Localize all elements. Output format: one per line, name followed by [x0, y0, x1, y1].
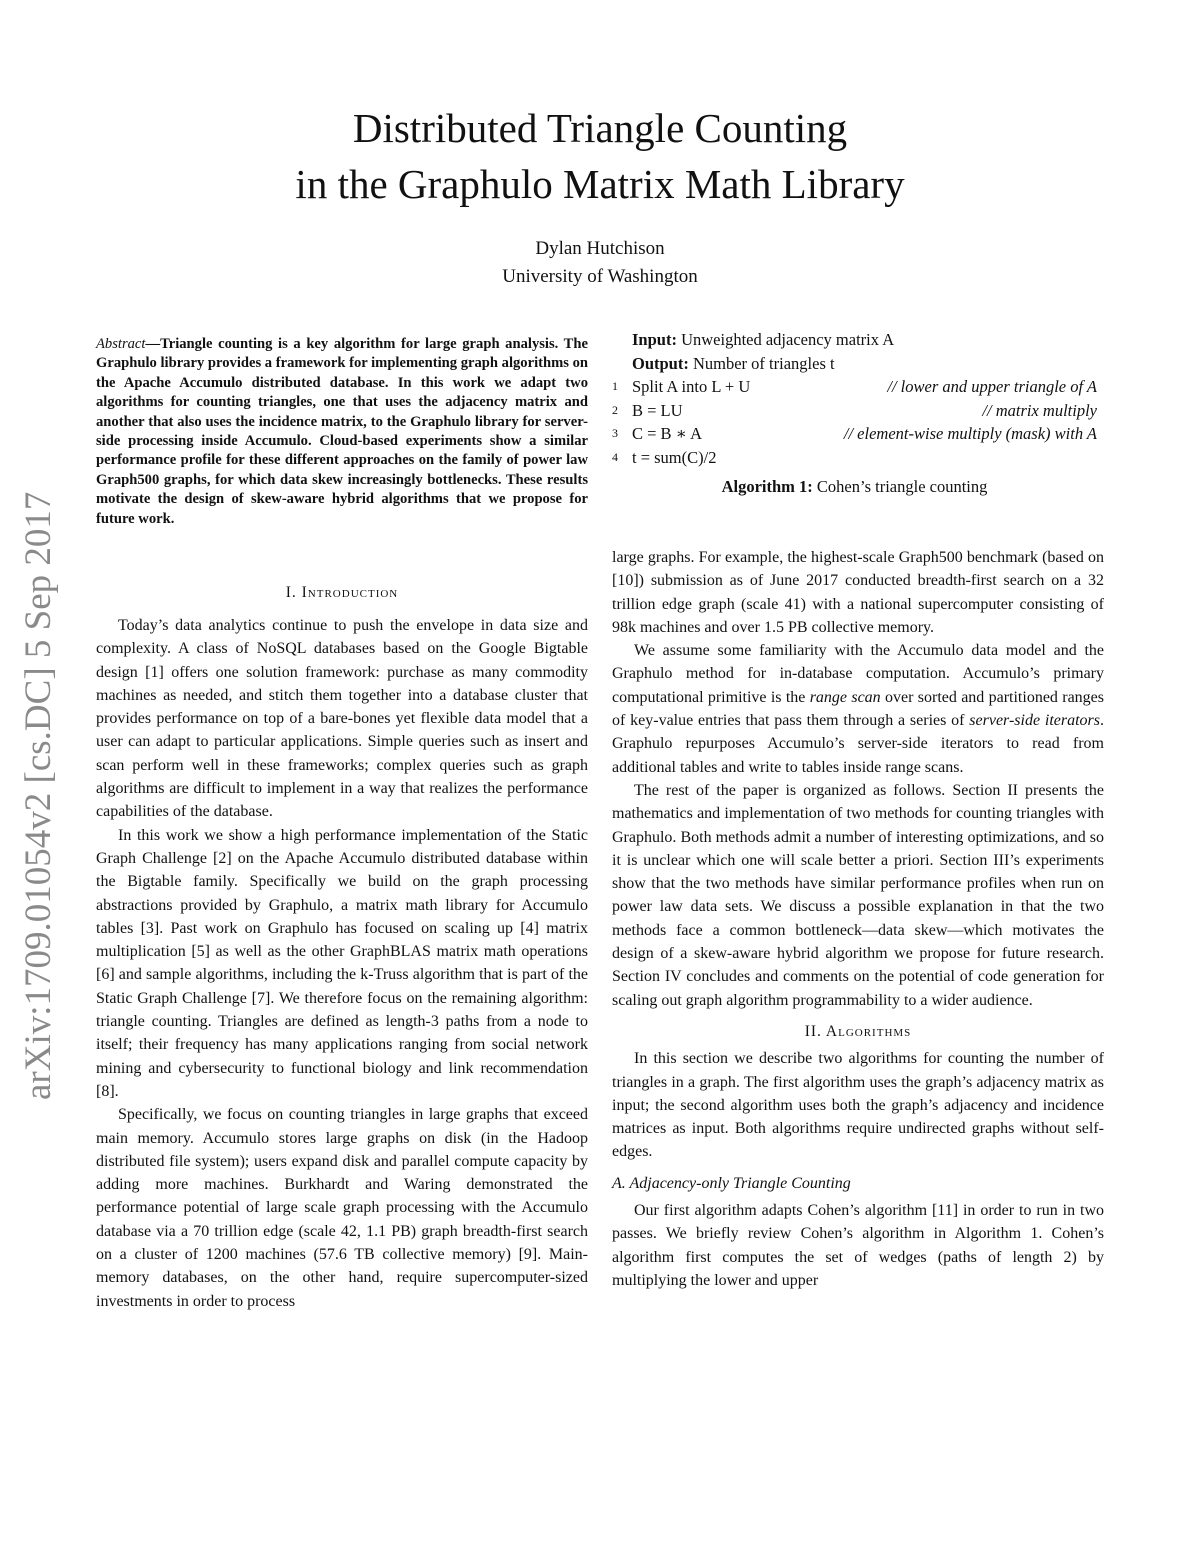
arxiv-identifier: arXiv:1709.01054v2 [cs.DC] 5 Sep 2017: [18, 491, 59, 1100]
algorithm-line: [612, 399, 1097, 423]
intro-paragraph-3: Specifically, we focus on counting triangles in large graphs that exceed main memory. Accumulo stores large graphs on disk (in the Hadoop distributed file system); users expand disk and parallel compute capacity by adding more machines. Burkhardt and Waring demonstrated the performance potential of large scale graph processing with the Accumulo database via a 70 trillion edge (scale 42, 1.1 PB) graph breadth-first search on a cluster of 1200 machines (57.6 TB collective memory) [9]. Main-memory databases, on the other hand, require supercomputer-sized investments in order to process: [96, 1106, 588, 1310]
emphasis-range-scan: range scan: [809, 688, 881, 706]
algorithm-line-code: B = LU: [632, 400, 683, 420]
right-paragraph-2: [612, 639, 1104, 779]
algorithm-line-comment: // lower and upper triangle of A: [887, 377, 1097, 396]
algorithm-line-number: 2: [612, 402, 618, 417]
author-name: Dylan Hutchison: [535, 238, 665, 259]
right-paragraph-2-part-a: We assume some familiarity with the Accumulo data model and the Graphulo method for in-database computation. Accumulo’s primary computational primitive is the: [612, 642, 1104, 706]
paper-title-line-1: Distributed Triangle Counting: [352, 105, 848, 151]
algorithm-line-code: t = sum(C)/2: [632, 447, 717, 467]
algorithm-caption: [612, 475, 1097, 499]
author-affiliation: University of Washington: [502, 266, 698, 287]
algorithm-line: [612, 375, 1097, 399]
right-paragraph-3: The rest of the paper is organized as follows. Section II presents the mathematics and implementation of two methods for counting triangles with Graphulo. Both methods admit a number of interesting optimizations, and so it is unclear which one will scale better a priori. Section III’s experiments show that the two methods have similar performance profiles when run on power law data sets. We discuss a possible explanation in that the two methods face a common bottleneck—data skew—which motivates the design of a skew-aware hybrid algorithm we propose for future research. Section IV concludes and comments on the potential of code generation for scaling out graph algorithm programmability to a wider audience.: [612, 781, 1104, 1009]
algorithm-input-label: Input:: [632, 330, 677, 349]
subsection-heading-a: A. Adjacency-only Triangle Counting: [612, 1174, 851, 1192]
algorithm-line-number: 3: [612, 426, 618, 440]
algorithm-input-text: Unweighted adjacency matrix A: [676, 330, 895, 349]
algorithm-line: [612, 446, 1097, 470]
algorithm-input: [612, 328, 1097, 352]
algorithm-line-code: C = B ∗ A: [632, 424, 703, 443]
intro-paragraph-1: Today’s data analytics continue to push the envelope in data size and complexity. A class of NoSQL databases based on the Google Bigtable design [1] offers one solution framework: purchase as many commodity machines as needed, and stitch them together into a database cluster that provides performance on top of a bare-bones yet flexible data model that a user can adapt to particular applications. Simple queries such as insert and scan perform well in these frameworks; complex queries such as graph algorithms are difficult to implement in a way that realizes the performance capabilities of the database.: [96, 617, 588, 821]
algorithms-paragraph-1: In this section we describe two algorithms for counting the number of triangles in a graph. The first algorithm uses the graph’s adjacency matrix as input; the second algorithm uses both the graph’s adjacency and incidence matrices as input. Both algorithms require undirected graphs without self-edges.: [612, 1050, 1104, 1161]
algorithm-line-code: Split A into L + U: [632, 377, 751, 396]
section-heading-introduction: I. Introduction: [285, 584, 399, 601]
algorithm-line-number: 4: [612, 449, 618, 464]
algorithm-line: [612, 422, 1097, 446]
algorithm-caption-label: Algorithm 1:: [721, 477, 813, 496]
algorithm-output-text: Number of triangles t: [688, 353, 835, 373]
abstract-label: Abstract: [96, 336, 146, 352]
left-column: [96, 614, 588, 1313]
right-column: [612, 546, 1104, 1292]
algorithm-line-number: 1: [612, 379, 618, 393]
algorithm-line-comment: // element-wise multiply (mask) with A: [843, 424, 1097, 443]
intro-paragraph-2: In this work we show a high performance implementation of the Static Graph Challenge [2] on the Apache Accumulo distributed database within the Bigtable family. Specifically we build on the graph processing abstractions provided by Graphulo, a matrix math library for Accumulo tables [3]. Past work on Graphulo has focused on scaling up [4] matrix multiplication [5] as well as the other GraphBLAS matrix math operations [6] and sample algorithms, including the k-Truss algorithm that is part of the Static Graph Challenge [7]. We therefore focus on the remaining algorithm: triangle counting. Triangles are defined as length-3 paths from a node to itself; their frequency has many applications ranging from social network mining and cybersecurity to functional biology and link recommendation [8].: [96, 826, 588, 1100]
abstract: [96, 335, 588, 529]
algorithm-output: [612, 352, 1097, 376]
abstract-text: —Triangle counting is a key algorithm for large graph analysis. The Graphulo library provides a framework for implementing graph algorithms on the Apache Accumulo distributed database. In this work we adapt two algorithms for counting triangles, one that uses the adjacency matrix and another that also uses the incidence matrix, to the Graphulo library for server-side processing inside Accumulo. Cloud-based experiments show a similar performance profile for these different approaches on the family of power law Graph500 graphs, for which data skew increasingly bottlenecks. These results motivate the design of skew-aware hybrid algorithms that we propose for future work.: [96, 336, 588, 527]
paper-title-line-2: in the Graphulo Matrix Math Library: [295, 161, 905, 207]
right-paragraph-2-part-c: . Graphulo repurposes Accumulo’s server-side iterators to read from additional tables and write to tables inside range scans.: [612, 712, 1104, 776]
algorithm-line-comment: // matrix multiply: [982, 400, 1097, 420]
algorithm-1: [612, 328, 1097, 499]
subsection-a-paragraph-1: Our first algorithm adapts Cohen’s algorithm [11] in order to run in two passes. We briefly review Cohen’s algorithm in Algorithm 1. Cohen’s algorithm first computes the set of wedges (paths of length 2) by multiplying the lower and upper: [612, 1202, 1104, 1289]
section-heading-algorithms: II. Algorithms: [804, 1022, 912, 1040]
paper-title: [0, 100, 1200, 212]
emphasis-server-side-iterators: server-side iterators: [969, 712, 1100, 730]
right-paragraph-1: large graphs. For example, the highest-scale Graph500 benchmark (based on [10]) submission as of June 2017 conducted breadth-first search on a 32 trillion edge graph (scale 41) with a national supercomputer consisting of 98k machines and over 1.5 PB collective memory.: [612, 549, 1104, 636]
algorithm-caption-text: Cohen’s triangle counting: [812, 477, 988, 496]
right-paragraph-2-part-b: over sorted and partitioned ranges of key-value entries that pass them through a series of: [612, 688, 1105, 730]
algorithm-output-label: Output:: [632, 353, 689, 373]
